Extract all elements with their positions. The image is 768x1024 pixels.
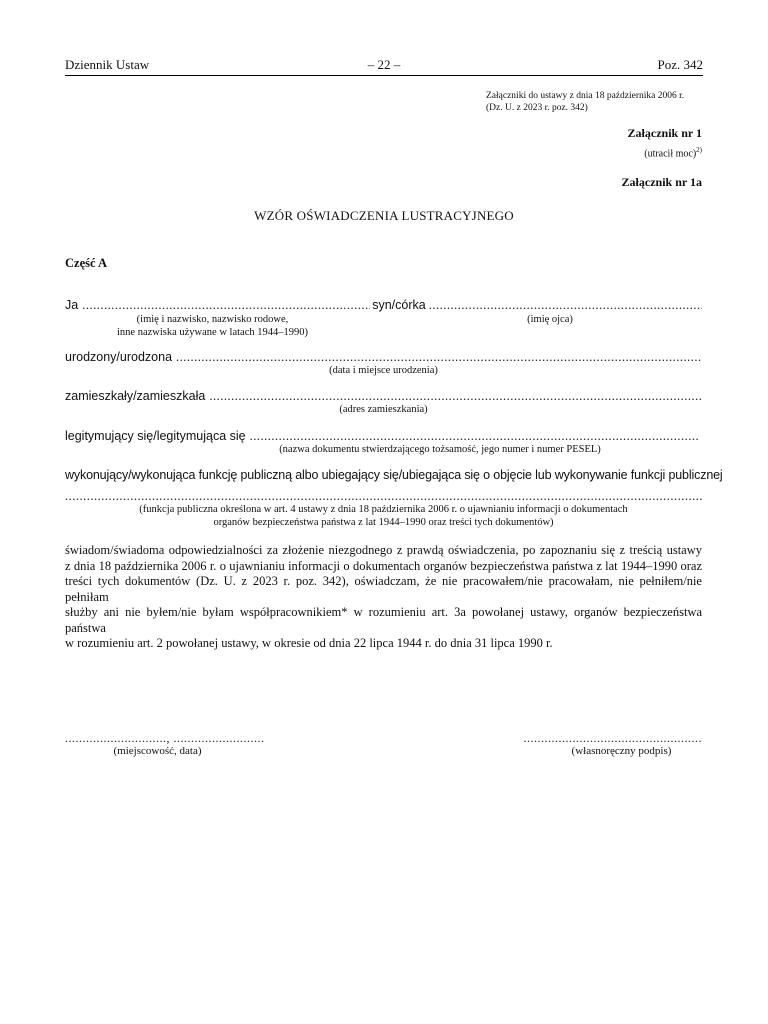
name-caption-line2: inne nazwiska używane w latach 1944–1990) (117, 327, 308, 338)
ja-label: Ja (65, 298, 79, 312)
id-caption: (nazwa dokumentu stwierdzającego tożsamość, jego numer i numer PESEL) (279, 444, 601, 455)
declaration-line: w rozumieniu art. 2 powołanej ustawy, w okresie od dnia 22 lipca 1944 r. do dnia 31 lipca 1990 r. (65, 636, 553, 650)
annex1-title: Załącznik nr 1 (627, 126, 702, 140)
signature-field[interactable]: ................................................... (523, 731, 702, 745)
annex-note-line2: (Dz. U. z 2023 r. poz. 342) (486, 103, 588, 113)
residence-label: zamieszkały/zamieszkała (65, 389, 206, 403)
declaration-line: treści tych dokumentów (Dz. U. z 2023 r. poz. 342), oświadczam, że nie pracowałem/nie pracowałam, nie pełniłem/nie pełniłam (65, 574, 702, 604)
birth-field[interactable] (65, 350, 702, 365)
journal-name: Dziennik Ustaw (65, 57, 150, 72)
part-title: Część A (65, 256, 107, 270)
father-name-dots (429, 298, 702, 313)
annex1a-title: Załącznik nr 1a (621, 175, 702, 189)
name-caption (95, 313, 330, 339)
function-caption-line1: (funkcja publiczna określona w art. 4 ustawy z dnia 18 października 2006 r. o ujawnianiu informacji o dokumentach (139, 504, 628, 515)
function-dots (65, 489, 702, 504)
page-number: – 22 – (367, 57, 401, 72)
residence-dots (209, 389, 702, 404)
page-header (65, 57, 703, 76)
annex1-status (644, 146, 702, 159)
annex1-status-text: (utracił moc) (644, 148, 697, 160)
position-number: Poz. 342 (657, 57, 703, 72)
name-dots (82, 298, 370, 313)
residence-caption: (adres zamieszkania) (339, 404, 428, 415)
place-date-caption: (miejscowość, data) (113, 745, 202, 757)
son-daughter-label: syn/córka (372, 298, 426, 312)
function-field[interactable] (65, 489, 702, 504)
residence-field[interactable] (65, 389, 702, 404)
id-label: legitymujący się/legitymująca się (65, 429, 246, 443)
name-field[interactable] (65, 298, 702, 313)
id-dots (250, 429, 699, 444)
function-caption-line2: organów bezpieczeństwa państwa z lat 1944–1990 oraz treści tych dokumentów) (213, 517, 554, 528)
birth-dots (176, 350, 702, 365)
place-date-field[interactable]: ............................., .......................... (65, 731, 265, 745)
birth-caption: (data i miejsce urodzenia) (329, 365, 438, 376)
declaration-line: służby ani nie byłem/nie byłam współpracownikiem* w rozumieniu art. 3a powołanej ustawy, organów bezpieczeństwa państwa (65, 605, 702, 635)
annex1-footnote: 2) (696, 146, 702, 154)
id-field[interactable] (65, 429, 699, 444)
signature-caption: (własnoręczny podpis) (571, 745, 672, 757)
annex-note-line1: Załączniki do ustawy z dnia 18 października 2006 r. (486, 91, 685, 101)
function-caption (65, 503, 702, 529)
father-caption: (imię ojca) (527, 314, 573, 325)
born-label: urodzony/urodzona (65, 350, 173, 364)
name-caption-line1: (imię i nazwisko, nazwisko rodowe, (136, 314, 289, 325)
document-title: WZÓR OŚWIADCZENIA LUSTRACYJNEGO (254, 208, 514, 223)
annex-note (486, 90, 684, 114)
function-text: wykonujący/wykonująca funkcję publiczną albo ubiegający się/ubiegająca się o objęcie lub wykonywanie funkcji publicznej (65, 468, 723, 482)
declaration-line: z dnia 18 października 2006 r. o ujawnianiu informacji o dokumentach organów bezpieczeństwa państwa z lat 1944–1990 oraz (65, 558, 702, 573)
declaration-paragraph (65, 543, 702, 652)
declaration-line: świadom/świadoma odpowiedzialności za złożenie niezgodnego z prawdą oświadczenia, po zapoznaniu się z treścią ustawy (65, 543, 702, 557)
